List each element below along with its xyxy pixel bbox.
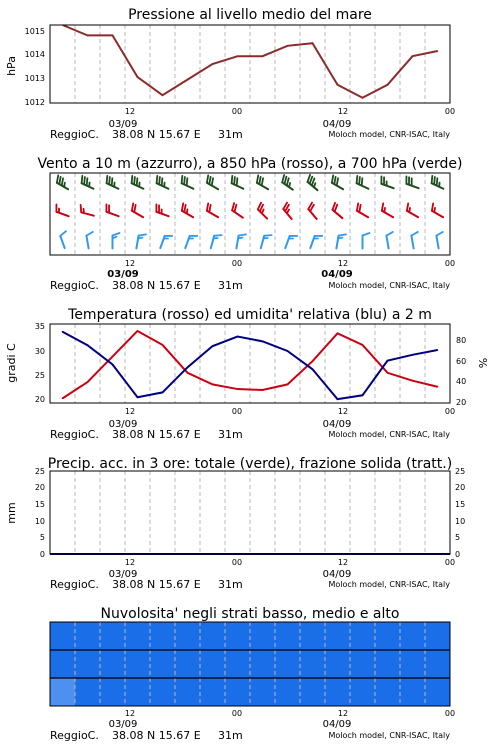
data-point — [112, 35, 114, 37]
station-coords: 38.08 N 15.67 E — [112, 279, 201, 292]
precip-ytick: 25 — [34, 467, 45, 476]
barb-shaft — [436, 236, 438, 249]
precip-title: Precip. acc. in 3 ore: totale (verde), frazione solida (tratt.) — [47, 456, 453, 472]
cloud-xtick: 12 — [337, 709, 349, 718]
wind-barb — [54, 204, 71, 216]
data-point — [162, 392, 164, 394]
wind-barb — [130, 203, 147, 217]
pressure-xtick: 12 — [124, 107, 136, 116]
data-point — [387, 372, 389, 374]
cloud-cell — [325, 622, 351, 650]
precip-xtick: 12 — [337, 558, 349, 567]
precip-ytick-right: 25 — [455, 467, 466, 476]
barb-full — [436, 232, 443, 236]
cloud-cell — [175, 622, 201, 650]
wind-barb — [429, 176, 446, 189]
station-altitude: 31m — [218, 428, 243, 441]
data-point — [212, 384, 214, 386]
pressure-panel — [5, 7, 455, 141]
barb-half — [185, 209, 188, 213]
pressure-date-1: 03/09 — [108, 119, 138, 130]
pressure-ytick: 1012 — [24, 98, 45, 107]
cloud-cell — [75, 650, 101, 678]
wind-panel — [37, 156, 462, 292]
data-point — [162, 344, 164, 346]
model-credit: Moloch model, CNR-ISAC, Italy — [328, 281, 450, 290]
precip-ytick: 15 — [34, 500, 45, 509]
data-point — [437, 386, 439, 388]
wind-barb — [380, 203, 397, 217]
precip-ytick: 20 — [34, 483, 45, 492]
cloud-xtick: 00 — [231, 709, 243, 718]
cloud-cell — [300, 650, 326, 678]
wind-barb — [255, 175, 272, 189]
data-point — [162, 94, 164, 96]
wind-barb — [229, 176, 246, 189]
model-credit: Moloch model, CNR-ISAC, Italy — [328, 430, 450, 439]
cloud-x-ticks — [125, 709, 455, 718]
barb-shaft — [386, 236, 388, 249]
station-coords: 38.08 N 15.67 E — [112, 578, 201, 591]
data-point — [112, 364, 114, 366]
pressure-title: Pressione al livello medio del mare — [128, 7, 372, 23]
temp-rh-xtick: 12 — [124, 407, 136, 416]
station-coords: 38.08 N 15.67 E — [112, 128, 201, 141]
rh-ytick: 80 — [456, 336, 467, 345]
wind-barb — [160, 234, 172, 251]
precip-ytick-right: 5 — [455, 533, 461, 542]
wind-barb — [261, 233, 272, 250]
wind-barb — [386, 232, 396, 248]
cloud-cell — [375, 678, 401, 706]
barb-full — [154, 204, 159, 211]
temp-rh-xtick: 12 — [337, 407, 349, 416]
cloud-cell — [275, 678, 301, 706]
wind-barb — [79, 205, 96, 216]
pressure-date-2: 04/09 — [322, 119, 352, 130]
data-point — [437, 50, 439, 52]
cloud-cell — [50, 678, 76, 706]
pressure-xtick: 00 — [444, 107, 456, 116]
data-point — [312, 42, 314, 44]
cloud-cell — [75, 678, 101, 706]
wind-barb — [411, 232, 421, 248]
precip-xtick: 00 — [231, 558, 243, 567]
station-name: ReggioC. — [50, 729, 99, 742]
data-point — [137, 330, 139, 332]
data-point — [262, 389, 264, 391]
barb-half — [408, 208, 411, 212]
wind-barb — [179, 176, 196, 189]
wind-barb — [307, 203, 322, 219]
cloud-cell — [175, 678, 201, 706]
precip-ytick: 10 — [34, 517, 45, 526]
precip-xtick: 12 — [124, 558, 136, 567]
rh-ytick: 60 — [456, 357, 467, 366]
cloud-cell — [250, 650, 276, 678]
data-point — [337, 398, 339, 400]
barb-full — [86, 232, 93, 236]
pressure-y-ticks — [25, 27, 45, 107]
wind-barb — [236, 233, 246, 249]
barb-full — [264, 233, 271, 237]
pressure-ytick: 1015 — [24, 27, 45, 36]
data-point — [262, 341, 264, 343]
cloud-cell — [225, 622, 251, 650]
cloud-panel — [50, 606, 455, 742]
barb-full — [290, 234, 297, 239]
cloud-cell — [100, 622, 126, 650]
precip-y-ticks-left — [35, 467, 45, 559]
wind-footer — [50, 279, 450, 292]
wind-barb — [354, 176, 371, 189]
barb-shaft — [86, 236, 88, 249]
station-altitude: 31m — [218, 729, 243, 742]
precip-ytick: 5 — [39, 533, 45, 542]
wind-barb — [379, 176, 396, 188]
cloud-cell — [250, 678, 276, 706]
data-point — [112, 356, 114, 358]
data-point — [362, 394, 364, 396]
wind-date-2: 04/09 — [321, 269, 353, 280]
rh-ytick: 20 — [456, 398, 467, 407]
cloud-cell — [200, 622, 226, 650]
wind-barb — [104, 176, 121, 189]
barb-full — [104, 204, 109, 211]
cloud-cell — [200, 678, 226, 706]
data-point — [87, 35, 89, 37]
wind-barb — [55, 175, 72, 189]
cloud-cell — [375, 650, 401, 678]
cloud-date-1: 03/09 — [108, 719, 138, 730]
barb-full — [190, 234, 197, 239]
wind-grid — [75, 173, 425, 255]
data-point — [337, 332, 339, 334]
wind-x-ticks — [125, 259, 455, 268]
barb-full — [214, 233, 221, 237]
barb-half — [433, 208, 436, 212]
temp-y-ticks — [35, 322, 45, 404]
data-point — [87, 344, 89, 346]
data-point — [312, 360, 314, 362]
wind-xtick: 12 — [124, 259, 136, 268]
barb-full — [404, 176, 409, 183]
barb-full — [139, 233, 146, 237]
station-coords: 38.08 N 15.67 E — [112, 428, 201, 441]
data-point — [237, 336, 239, 338]
wind-xtick: 00 — [231, 259, 243, 268]
wind-xtick: 00 — [444, 259, 456, 268]
cloud-cell — [425, 678, 451, 706]
cloud-xtick: 12 — [124, 709, 136, 718]
barb-half — [288, 183, 292, 187]
cloud-cell — [175, 650, 201, 678]
data-point — [62, 24, 64, 26]
cloud-cell — [325, 678, 351, 706]
pressure-ylabel: hPa — [5, 56, 18, 76]
wind-barb — [205, 175, 222, 189]
cloud-cell — [275, 650, 301, 678]
wind-barb — [154, 204, 171, 216]
wind-barb — [104, 204, 121, 216]
station-altitude: 31m — [218, 128, 243, 141]
barb-full — [315, 234, 322, 239]
data-point — [187, 372, 189, 374]
cloud-cell — [400, 622, 426, 650]
cloud-cell — [50, 622, 76, 650]
model-credit: Moloch model, CNR-ISAC, Italy — [328, 731, 450, 740]
cloud-footer — [50, 729, 450, 742]
data-point — [287, 45, 289, 47]
cloud-cell — [125, 678, 151, 706]
cloud-cell — [300, 678, 326, 706]
data-point — [62, 331, 64, 333]
wind-barb — [430, 203, 447, 217]
barb-full — [239, 233, 246, 237]
temp-rh-panel — [5, 307, 490, 441]
cloud-cell — [250, 622, 276, 650]
precip-grid — [75, 471, 425, 554]
pressure-grid — [75, 25, 425, 103]
temp-ytick: 35 — [34, 322, 45, 331]
wind-barb — [282, 203, 297, 219]
data-point — [212, 345, 214, 347]
temp-rh-xtick: 00 — [231, 407, 243, 416]
station-coords: 38.08 N 15.67 E — [112, 729, 201, 742]
wind-barb — [405, 203, 422, 217]
cloud-cell — [150, 622, 176, 650]
station-name: ReggioC. — [50, 578, 99, 591]
barb-full — [386, 232, 393, 236]
wind-barb — [59, 231, 71, 248]
wind-barb — [211, 233, 222, 250]
station-name: ReggioC. — [50, 428, 99, 441]
cloud-cell — [200, 650, 226, 678]
wind-barb — [330, 175, 347, 189]
data-point — [387, 84, 389, 86]
pressure-xtick: 00 — [231, 107, 243, 116]
wind-xtick: 12 — [337, 259, 349, 268]
barb-full — [339, 233, 346, 237]
precip-x-ticks — [125, 558, 455, 567]
temp-rh-x-ticks — [125, 407, 455, 416]
wind-barb — [154, 176, 171, 189]
barb-full — [379, 176, 384, 183]
barb-shaft — [60, 236, 64, 248]
data-point — [362, 344, 364, 346]
wind-barb — [404, 176, 421, 188]
precip-ytick: 0 — [39, 550, 45, 559]
cloud-date-2: 04/09 — [322, 719, 352, 730]
cloud-cell — [275, 622, 301, 650]
station-name: ReggioC. — [50, 279, 99, 292]
data-point — [187, 79, 189, 81]
barb-half — [383, 208, 386, 212]
station-name: ReggioC. — [50, 128, 99, 141]
model-credit: Moloch model, CNR-ISAC, Italy — [328, 580, 450, 589]
data-point — [287, 350, 289, 352]
precip-y-ticks-right — [455, 467, 465, 559]
cloud-cell — [350, 678, 376, 706]
cloud-cell — [325, 650, 351, 678]
cloud-cell — [125, 622, 151, 650]
barb-full — [411, 232, 418, 236]
wind-barb — [230, 203, 247, 218]
wind-barb — [306, 175, 322, 190]
temp-ytick: 25 — [34, 371, 45, 380]
data-point — [87, 381, 89, 383]
cloud-cell — [150, 650, 176, 678]
cloud-cell — [150, 678, 176, 706]
precip-ytick-right: 10 — [455, 517, 466, 526]
data-point — [312, 368, 314, 370]
data-point — [62, 398, 64, 400]
cloud-cell — [300, 622, 326, 650]
temp-rh-title: Temperatura (rosso) ed umidita' relativa (blu) a 2 m — [68, 307, 432, 323]
precip-panel — [5, 456, 465, 591]
wind-title: Vento a 10 m (azzurro), a 850 hPa (rosso), a 700 hPa (verde) — [37, 156, 463, 172]
wind-barb — [280, 175, 297, 190]
temp-rh-xtick: 00 — [444, 407, 456, 416]
cloud-cell — [425, 622, 451, 650]
wind-barb — [79, 176, 96, 189]
cloud-cell — [100, 678, 126, 706]
cloud-cell — [375, 622, 401, 650]
wind-barb — [86, 232, 96, 248]
barb-full — [54, 204, 59, 211]
wind-barb — [205, 203, 222, 217]
model-credit: Moloch model, CNR-ISAC, Italy — [328, 130, 450, 139]
data-point — [137, 396, 139, 398]
precip-date-2: 04/09 — [322, 569, 352, 580]
wind-barb — [185, 234, 197, 251]
pressure-x-ticks — [125, 107, 455, 116]
barb-full — [59, 231, 66, 236]
wind-barb — [331, 203, 347, 218]
cloud-xtick: 00 — [444, 709, 456, 718]
station-altitude: 31m — [218, 279, 243, 292]
temp-ylabel: gradi C — [5, 343, 18, 383]
cloud-cell — [225, 650, 251, 678]
wind-barb — [285, 234, 297, 251]
data-point — [237, 388, 239, 390]
cloud-cell — [50, 650, 76, 678]
data-point — [412, 380, 414, 382]
precip-xtick: 00 — [444, 558, 456, 567]
cloud-cell — [100, 650, 126, 678]
cloud-cell — [425, 650, 451, 678]
pressure-xtick: 12 — [337, 107, 349, 116]
rh-y-ticks — [456, 336, 466, 407]
data-point — [437, 349, 439, 351]
cloud-cell — [225, 678, 251, 706]
data-point — [237, 55, 239, 57]
data-point — [262, 55, 264, 57]
data-point — [337, 84, 339, 86]
data-point — [412, 354, 414, 356]
data-point — [137, 76, 139, 78]
cloud-cell — [350, 622, 376, 650]
data-point — [387, 360, 389, 362]
wind-barb — [256, 203, 272, 219]
temp-rh-date-1: 03/09 — [108, 419, 138, 430]
pressure-ytick: 1014 — [24, 50, 45, 59]
data-point — [212, 63, 214, 65]
data-point — [187, 367, 189, 369]
precip-date-1: 03/09 — [108, 569, 138, 580]
temp-ytick: 20 — [34, 395, 45, 404]
data-point — [362, 97, 364, 99]
wind-barb — [310, 234, 322, 251]
wind-barb — [113, 233, 120, 249]
rh-ytick: 40 — [456, 377, 467, 386]
precip-ylabel: mm — [5, 502, 18, 524]
cloud-cell — [350, 650, 376, 678]
barb-full — [165, 234, 172, 239]
temp-rh-grid — [75, 324, 425, 403]
cloud-cell — [125, 650, 151, 678]
precip-ytick-right: 20 — [455, 483, 466, 492]
wind-barb — [436, 232, 446, 248]
cloud-cell — [400, 678, 426, 706]
barb-shaft — [411, 236, 413, 249]
wind-barb — [129, 176, 146, 189]
wind-barb — [363, 233, 370, 249]
barb-full — [363, 233, 370, 236]
wind-barb — [336, 233, 346, 249]
barb-full — [79, 205, 83, 212]
rh-ylabel: % — [477, 357, 490, 369]
cloud-title: Nuvolosita' negli strati basso, medio e alto — [100, 606, 400, 622]
barb-half — [63, 183, 66, 187]
wind-barb — [180, 203, 197, 217]
cloud-cell — [75, 622, 101, 650]
pressure-ytick: 1013 — [24, 74, 45, 83]
wind-barb — [355, 203, 372, 217]
barb-full — [113, 233, 120, 236]
precip-ytick-right: 15 — [455, 500, 466, 509]
precip-ytick-right: 0 — [455, 550, 461, 559]
data-point — [287, 384, 289, 386]
wind-date-1: 03/09 — [107, 269, 139, 280]
temp-rh-date-2: 04/09 — [322, 419, 352, 430]
cloud-cell — [400, 650, 426, 678]
station-altitude: 31m — [218, 578, 243, 591]
wind-barb — [136, 233, 146, 249]
data-point — [412, 55, 414, 57]
temp-ytick: 30 — [34, 347, 45, 356]
